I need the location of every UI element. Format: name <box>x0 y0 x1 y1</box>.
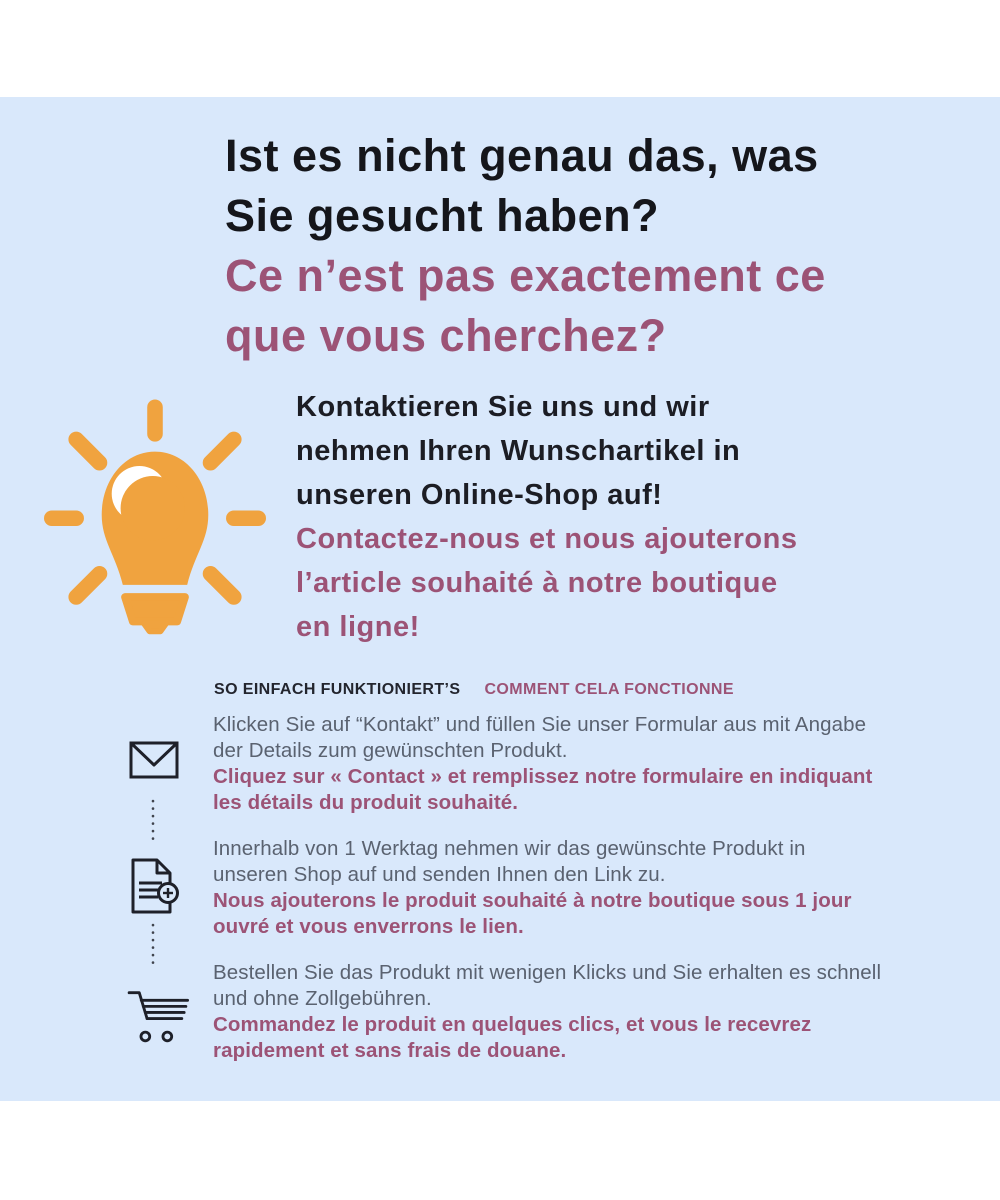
headline-german-line: Ist es nicht genau das, was <box>225 130 819 181</box>
step-german-line: unseren Shop auf und senden Ihnen den Link zu. <box>213 863 666 886</box>
step-french-line: Nous ajouterons le produit souhaité à notre boutique sous 1 jour <box>213 889 852 912</box>
step-french-line: Cliquez sur « Contact » et remplissez notre formulaire en indiquant <box>213 765 873 788</box>
lightbulb-icon <box>44 396 266 636</box>
envelope-icon <box>129 741 179 779</box>
intro-french-line: l’article souhaité à notre boutique <box>296 567 778 599</box>
intro-french-line: Contactez-nous et nous ajouterons <box>296 523 798 555</box>
step-3-text <box>213 960 973 1064</box>
intro-french-line: en ligne! <box>296 611 420 643</box>
step-german-line: Innerhalb von 1 Werktag nehmen wir das gewünschte Produkt in <box>213 837 806 860</box>
headline-french-line: Ce n’est pas exactement ce <box>225 250 826 301</box>
dotted-connector <box>151 922 155 970</box>
step-french-line: les détails du produit souhaité. <box>213 791 519 814</box>
step-french-line: rapidement et sans frais de douane. <box>213 1039 567 1062</box>
step-german-line: und ohne Zollgebühren. <box>213 987 432 1010</box>
step-german-line: Klicken Sie auf “Kontakt” und füllen Sie unser Formular aus mit Angabe <box>213 713 867 736</box>
headline-french-line: que vous cherchez? <box>225 310 667 361</box>
document-add-icon <box>128 857 182 915</box>
how-it-works-title-german: SO EINFACH FUNKTIONIERT’S <box>214 681 461 698</box>
step-german-line: Bestellen Sie das Produkt mit wenigen Klicks und Sie erhalten es schnell <box>213 961 882 984</box>
how-it-works-title-french: COMMENT CELA FONCTIONNE <box>484 681 734 698</box>
headline-german-line: Sie gesucht haben? <box>225 190 660 241</box>
step-german-line: der Details zum gewünschten Produkt. <box>213 739 568 762</box>
intro-german-line: Kontaktieren Sie uns und wir <box>296 391 710 423</box>
shopping-cart-icon <box>120 985 196 1046</box>
dotted-connector <box>151 798 155 846</box>
step-2-text <box>213 836 973 940</box>
intro-text <box>296 385 916 649</box>
step-french-line: ouvré et vous enverrons le lien. <box>213 915 524 938</box>
step-french-line: Commandez le produit en quelques clics, et vous le recevrez <box>213 1013 812 1036</box>
how-it-works-title <box>214 681 734 699</box>
step-1-text <box>213 712 973 816</box>
intro-german-line: nehmen Ihren Wunschartikel in <box>296 435 741 467</box>
headline <box>225 126 925 366</box>
intro-german-line: unseren Online-Shop auf! <box>296 479 663 511</box>
